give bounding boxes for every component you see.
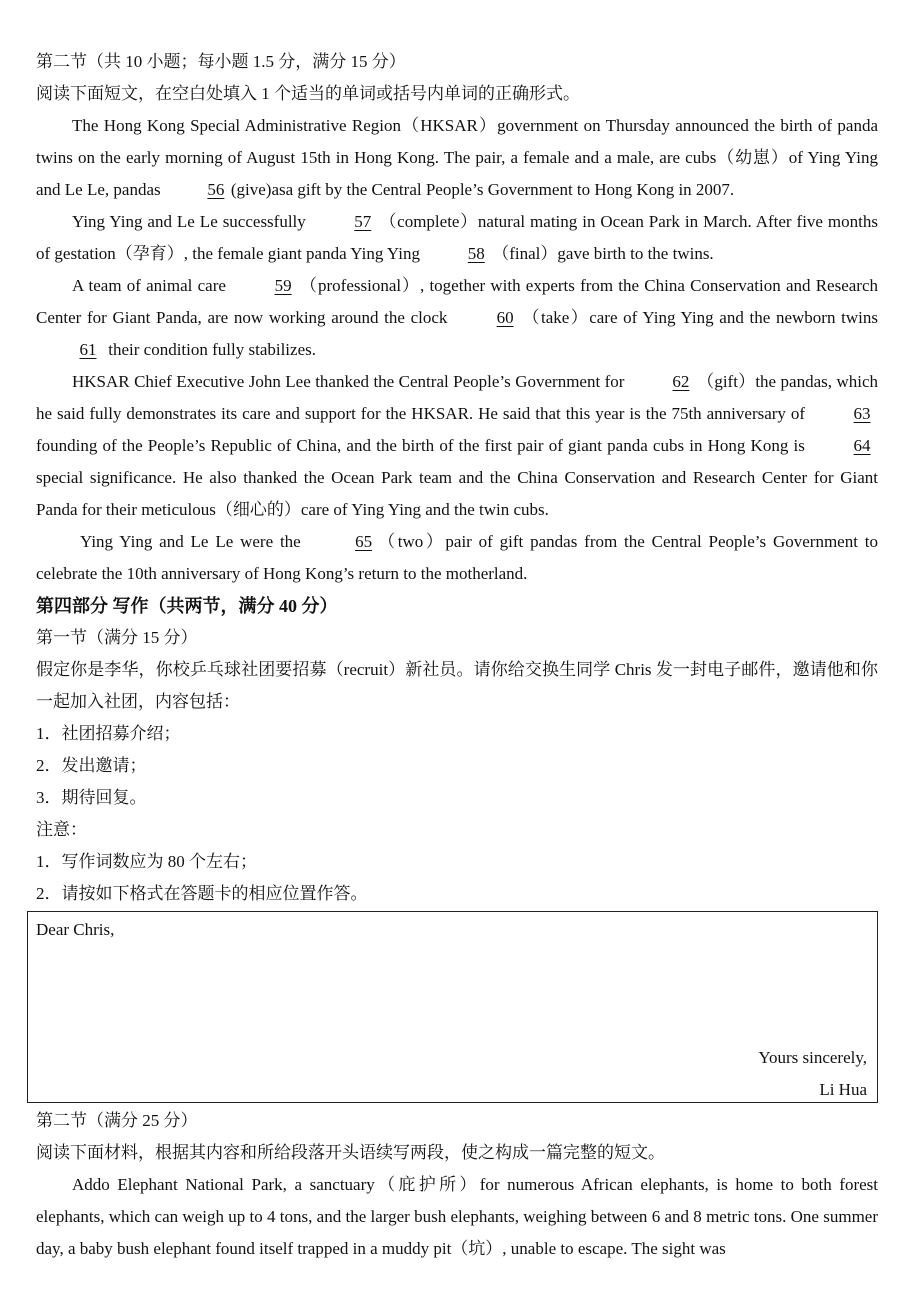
blank-64[interactable]: 64 — [853, 436, 871, 455]
sub-section-heading-2: 第二节（满分 25 分） — [36, 1111, 198, 1130]
content-item: 1．社团招募介绍； — [36, 724, 181, 743]
passage-paragraph-1: The Hong Kong Special Administrative Region（HKSAR）government on Thursday announced the birth of panda twins on the early morning of August 15th in Hong Kong. The pair, a female and a male, are cubs（幼崽）of Ying Ying and Le Le, pandas 56 (give)asa gift by the Central People’s Government to Hong Kong in 2007. — [36, 110, 878, 206]
sub-section-instruction: 阅读下面材料，根据其内容和所给段落开头语续写两段，使之构成一篇完整的短文。 — [36, 1143, 665, 1162]
note-item: 2．请按如下格式在答题卡的相应位置作答。 — [36, 884, 368, 903]
section-instruction: 阅读下面短文，在空白处填入 1 个适当的单词或括号内单词的正确形式。 — [36, 84, 580, 103]
letter-greeting: Dear Chris, — [36, 920, 115, 939]
part-heading: 第四部分 写作（共两节，满分 40 分） — [36, 596, 338, 616]
blank-56[interactable]: 56 — [207, 180, 225, 199]
section-heading: 第二节（共 10 小题；每小题 1.5 分，满分 15 分） — [36, 52, 406, 71]
passage-paragraph-3: A team of animal care 59 （professional）, together with experts from the China Conservation and Research Center for Giant Panda, are now working around the clock 60 （take）care of Ying Ying and the newborn twins 61 their condition fully stabilizes. — [36, 270, 878, 366]
blank-58[interactable]: 58 — [467, 244, 485, 263]
blank-65[interactable]: 65 — [355, 532, 373, 551]
letter-signature: Li Hua — [819, 1080, 867, 1099]
blank-59[interactable]: 59 — [274, 276, 292, 295]
content-item: 2．发出邀请； — [36, 756, 147, 775]
letter-format-box — [27, 911, 878, 1103]
passage-paragraph-5: Ying Ying and Le Le were the 65 （two）pair of gift pandas from the Central People’s Government to celebrate the 10th anniversary of Hong Kong’s return to the motherland. — [36, 526, 878, 590]
story-paragraph: Addo Elephant National Park, a sanctuary（庇护所）for numerous African elephants, is home to both forest elephants, which can weigh up to 4 tons, and the larger bush elephants, weighing between 6 and 8 metric tons. One summer day, a baby bush elephant found itself trapped in a muddy pit（坑）, unable to escape. The sight was — [36, 1175, 878, 1258]
note-label: 注意： — [36, 820, 87, 839]
blank-57[interactable]: 57 — [354, 212, 372, 231]
content-item: 3．期待回复。 — [36, 788, 147, 807]
blank-61[interactable]: 61 — [79, 340, 97, 359]
letter-closing: Yours sincerely, — [758, 1048, 867, 1067]
blank-63[interactable]: 63 — [853, 404, 871, 423]
writing-prompt: 假定你是李华，你校乒乓球社团要招募（recruit）新社员。请你给交换生同学 Chris 发一封电子邮件，邀请他和你一起加入社团，内容包括： — [36, 660, 878, 711]
blank-60[interactable]: 60 — [496, 308, 514, 327]
passage-paragraph-2: Ying Ying and Le Le successfully 57 （complete）natural mating in Ocean Park in March. After five months of gestation（孕育）, the female giant panda Ying Ying 58 （final）gave birth to the twins. — [36, 206, 878, 270]
passage-paragraph-4: HKSAR Chief Executive John Lee thanked the Central People’s Government for 62 （gift）the pandas, which he said fully demonstrates its care and support for the HKSAR. He said that this year is the 75th anniversary of 63 founding of the People’s Republic of China, and the birth of the first pair of giant panda cubs in Hong Kong is 64 special significance. He also thanked the Ocean Park team and the China Conservation and Research Center for Giant Panda for their meticulous（细心的）care of Ying Ying and the twin cubs. — [36, 366, 878, 526]
exam-page — [36, 46, 878, 1265]
sub-section-heading: 第一节（满分 15 分） — [36, 628, 198, 647]
blank-62[interactable]: 62 — [672, 372, 690, 391]
note-item: 1．写作词数应为 80 个左右； — [36, 852, 257, 871]
